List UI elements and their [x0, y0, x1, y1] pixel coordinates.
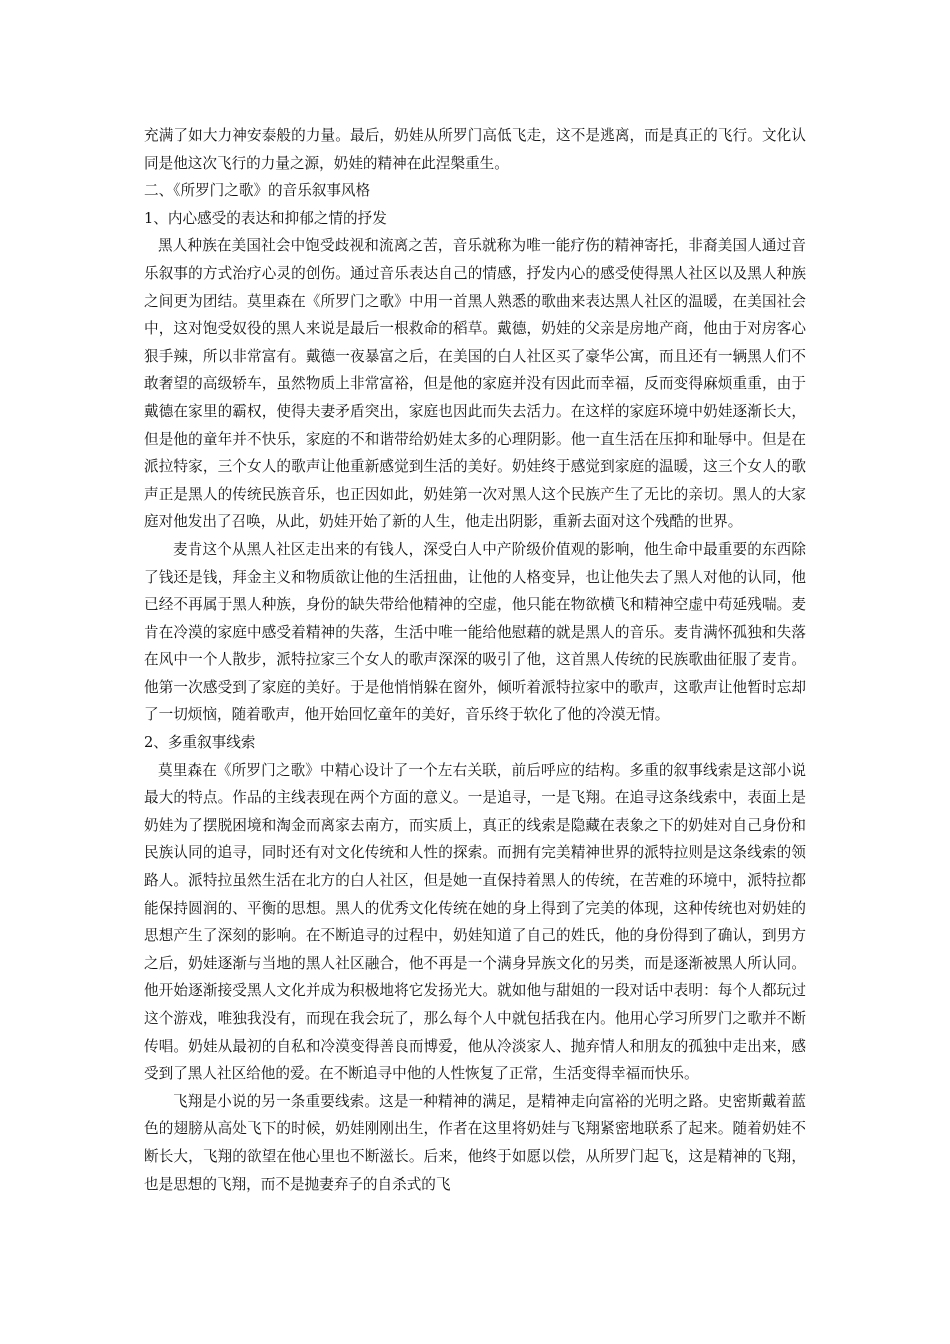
document-page — [144, 122, 806, 1198]
body-paragraph: 莫里森在《所罗门之歌》中精心设计了一个左右关联，前后呼应的结构。多重的叙事线索是这部小说最大的特点。作品的主线表现在两个方面的意义。一是追寻，一是飞翔。在追寻这条线索中，表面上是奶娃为了摆脱困境和淘金而离家去南方，而实质上，真正的线索是隐藏在表象之下的奶娃对自己身份和民族认同的追寻，同时还有对文化传统和人性的探索。而拥有完美精神世界的派特拉则是这条线索的领路人。派特拉虽然生活在北方的白人社区，但是她一直保持着黑人的传统，在苦难的环境中，派特拉都能保持圆润的、平衡的思想。黑人的优秀文化传统在她的身上得到了完美的体现，这种传统也对奶娃的思想产生了深刻的影响。在不断追寻的过程中，奶娃知道了自己的姓氏，他的身份得到了确认，到男方之后，奶娃逐渐与当地的黑人社区融合，他不再是一个满身异族文化的另类，而是逐渐被黑人所认同。他开始逐渐接受黑人文化并成为积极地将它发扬光大。就如他与甜姐的一段对话中表明：每个人都玩过这个游戏，唯独我没有，而现在我会玩了，那么每个人中就包括我在内。他用心学习所罗门之歌并不断传唱。奶娃从最初的自私和冷漠变得善良而博爱，他从冷淡家人、抛弃情人和朋友的孤独中走出来，感受到了黑人社区给他的爱。在不断追寻中他的人性恢复了正常，生活变得幸福而快乐。 — [144, 761, 806, 1083]
paragraph-continuation: 充满了如大力神安泰般的力量。最后，奶娃从所罗门高低飞走，这不是逃离，而是真正的飞行。文化认同是他这次飞行的力量之源，奶娃的精神在此涅槃重生。 — [144, 127, 806, 172]
subsection-heading: 1、内心感受的表达和抑郁之情的抒发 — [144, 209, 387, 227]
body-paragraph: 麦肯这个从黑人社区走出来的有钱人，深受白人中产阶级价值观的影响，他生命中最重要的东西除了钱还是钱，拜金主义和物质欲让他的生活扭曲，让他的人格变异，也让他失去了黑人对他的认同，他已经不再属于黑人种族，身份的缺失带给他精神的空虚，他只能在物欲横飞和精神空虚中苟延残喘。麦肯在冷漠的家庭中感受着精神的失落，生活中唯一能给他慰藉的就是黑人的音乐。麦肯满怀孤独和失落在风中一个人散步，派特拉家三个女人的歌声深深的吸引了他，这首黑人传统的民族歌曲征服了麦肯。他第一次感受到了家庭的美好。于是他悄悄躲在窗外，倾听着派特拉家中的歌声，这歌声让他暂时忘却了一切烦恼，随着歌声，他开始回忆童年的美好，音乐终于软化了他的冷漠无情。 — [144, 540, 806, 724]
body-paragraph: 飞翔是小说的另一条重要线索。这是一种精神的满足，是精神走向富裕的光明之路。史密斯戴着蓝色的翅膀从高处飞下的时候，奶娃刚刚出生，作者在这里将奶娃与飞翔紧密地联系了起来。随着奶娃不断长大，飞翔的欲望在他心里也不断滋长。后来，他终于如愿以偿，从所罗门起飞，这是精神的飞翔，也是思想的飞翔，而不是抛妻弃子的自杀式的飞 — [144, 1092, 806, 1193]
body-paragraph: 黑人种族在美国社会中饱受歧视和流离之苦，音乐就称为唯一能疗伤的精神寄托，非裔美国人通过音乐叙事的方式治疗心灵的创伤。通过音乐表达自己的情感，抒发内心的感受使得黑人社区以及黑人种族之间更为团结。莫里森在《所罗门之歌》中用一首黑人熟悉的歌曲来表达黑人社区的温暖，在美国社会中，这对饱受奴役的黑人来说是最后一根救命的稻草。戴德，奶娃的父亲是房地产商，他由于对房客心狠手辣，所以非常富有。戴德一夜暴富之后，在美国的白人社区买了豪华公寓，而且还有一辆黑人们不敢奢望的高级轿车，虽然物质上非常富裕，但是他的家庭并没有因此而幸福，反而变得麻烦重重，由于戴德在家里的霸权，使得夫妻矛盾突出，家庭也因此而失去活力。在这样的家庭环境中奶娃逐渐长大，但是他的童年并不快乐，家庭的不和谐带给奶娃太多的心理阴影。他一直生活在压抑和耻辱中。但是在派拉特家，三个女人的歌声让他重新感觉到生活的美好。奶娃终于感觉到家庭的温暖，这三个女人的歌声正是黑人的传统民族音乐，也正因如此，奶娃第一次对黑人这个民族产生了无比的亲切。黑人的大家庭对他发出了召唤，从此，奶娃开始了新的人生，他走出阴影，重新去面对这个残酷的世界。 — [144, 237, 806, 531]
subsection-heading: 2、多重叙事线索 — [144, 734, 256, 752]
section-heading: 二、《所罗门之歌》的音乐叙事风格 — [144, 182, 371, 200]
